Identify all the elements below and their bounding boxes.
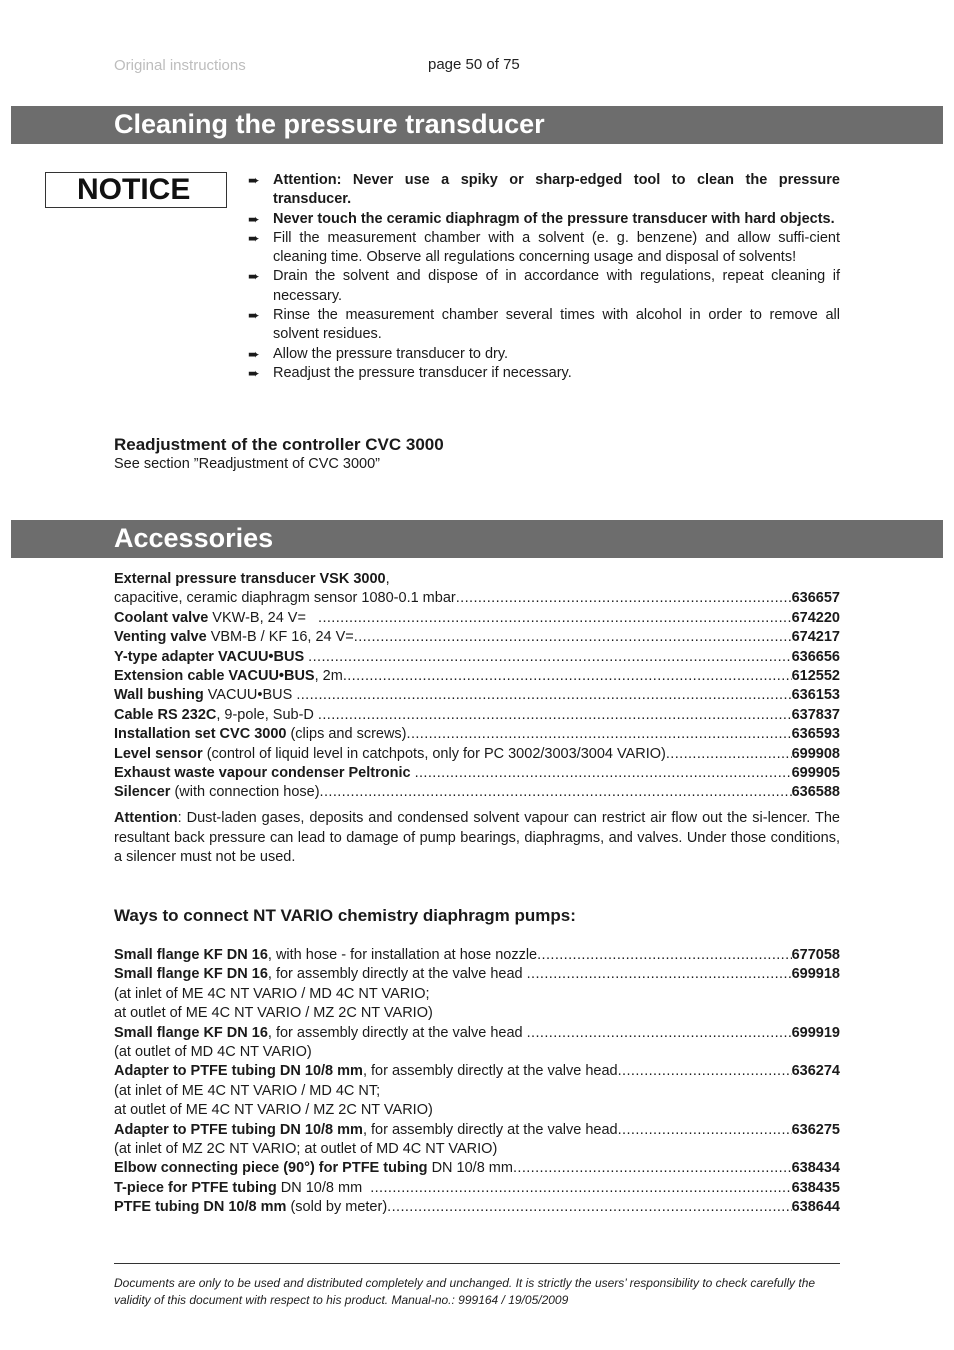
order-number: 699905 [791,764,840,781]
connection-note: (at outlet of MD 4C NT VARIO) [114,1043,312,1060]
accessory-name: Y-type adapter VACUU•BUS [114,648,305,665]
accessory-description [114,667,343,686]
connection-name: Small flange KF DN 16 [114,966,268,983]
order-number: 677058 [791,947,840,963]
notice-item-text: Never touch the ceramic diaphragm of the pressure transducer with hard objects. [273,210,835,227]
accessory-description [114,706,318,725]
accessory-name: Venting valve [114,629,207,646]
leader-dots [537,946,792,965]
connection-note: at outlet of ME 4C NT VARIO / MZ 2C NT VARIO) [114,1005,433,1022]
leader-dots [527,965,792,984]
order-number: 636593 [791,726,840,743]
accessory-detail: (clips and screws) [286,726,407,743]
order-number: 638435 [791,1179,840,1196]
leader-dots [618,1121,792,1140]
connection-detail: (sold by meter) [286,1199,388,1216]
leader-dots [370,1179,791,1198]
leader-dots [415,764,792,783]
accessory-row [114,725,840,744]
accessory-description [114,686,296,705]
order-number: 638644 [791,1199,840,1216]
notice-item-text: Allow the pressure transducer to dry. [273,345,509,362]
connection-row [114,1198,840,1217]
notice-item [248,171,840,210]
order-number: 674220 [791,609,840,626]
notice-item-text: Fill the measurement chamber with a solvent (e. g. benzene) and allow suffi-cient cleaning time. Observe all regulations concerning usage and disposal of solvents! [273,229,840,266]
connection-description [114,946,537,965]
order-number: 636656 [791,648,840,665]
accessory-row [114,706,840,725]
accessory-name: Level sensor [114,745,203,762]
section-title-accessories: Accessories [11,520,943,558]
connection-note: (at inlet of ME 4C NT VARIO / MD 4C NT; [114,1082,381,1099]
accessory-name: Extension cable VACUU•BUS [114,667,315,684]
arrow-right-icon: ➨ [248,345,260,362]
notice-item-text: Rinse the measurement chamber several times with alcohol in order to remove all solvent residues. [273,307,840,343]
order-number: 636274 [791,1063,840,1080]
accessory-row [114,686,840,705]
footer-divider [114,1263,840,1264]
section-title-cleaning: Cleaning the pressure transducer [11,106,943,144]
leader-dots [387,1198,791,1217]
arrow-right-icon: ➨ [248,229,260,246]
connection-description [114,1198,387,1217]
connection-detail: , for assembly directly at the valve head [267,1024,527,1041]
order-number: 636275 [791,1121,840,1138]
connection-row [114,946,840,965]
notice-item [248,210,840,229]
leader-dots [318,609,792,628]
connection-row [114,965,840,984]
accessory-name: Wall bushing [114,687,204,704]
leader-dots [456,589,792,608]
order-number: 699908 [791,745,840,762]
notice-item-text: Readjust the pressure transducer if necessary. [273,364,572,381]
connection-row [114,1062,840,1081]
accessory-row [114,667,840,686]
accessory-detail: VBM-B / KF 16, 24 V= [206,629,354,646]
connection-detail: , with hose - for installation at hose nozzle [267,947,538,963]
notice-item [248,345,840,364]
arrow-right-icon: ➨ [248,172,260,188]
accessory-description [114,745,666,764]
accessory-description [114,648,308,667]
accessory-row [114,628,840,647]
connection-description [114,1179,370,1198]
page-number: page 50 of 75 [428,56,520,73]
leader-dots [354,628,792,647]
notice-item-text: Attention: Never use a spiky or sharp-edged tool to clean the pressure transducer. [273,172,840,208]
accessory-description [114,783,320,802]
connection-note: at outlet of ME 4C NT VARIO / MZ 2C NT VARIO) [114,1102,433,1119]
leader-dots [318,706,792,725]
notice-item [248,364,840,383]
leader-dots [320,783,792,802]
connection-name: Adapter to PTFE tubing DN 10/8 mm [114,1063,363,1080]
order-number: 699919 [791,1024,840,1041]
accessory-description [114,609,318,628]
connection-detail: , for assembly directly at the valve head [267,966,527,983]
arrow-right-icon: ➨ [248,210,260,227]
footer-disclaimer: Documents are only to be used and distributed completely and unchanged. It is strictly the users’ responsibility to check carefully the validity of this document with respect to his product. Manual-no.: 999164 / 19/05/2009 [114,1276,816,1307]
connection-name: Small flange KF DN 16 [114,947,268,963]
connection-description [114,1159,513,1178]
connection-row [114,1121,840,1140]
order-number: 699918 [791,966,840,983]
attention-text: : Dust-laden gases, deposits and condensed solvent vapour can restrict air flow out the si-lencer. The resultant back pressure can lead to damage of pump bearings, diaphragms, and valves. Under those conditions, a silencer must not be used. [114,810,840,866]
order-number: 638434 [791,1160,840,1177]
order-number: 636657 [791,590,840,607]
connection-list [114,946,840,1217]
attention-label: Attention [114,810,178,826]
connection-detail: DN 10/8 mm [276,1179,371,1196]
order-number: 612552 [791,667,840,684]
accessory-row [114,745,840,764]
connection-row [114,1179,840,1198]
accessories-list [114,570,840,803]
order-number: 636588 [791,784,840,801]
accessory-description [114,764,415,783]
accessory-name: Silencer [114,784,171,801]
accessory-detail: (with connection hose) [170,784,320,801]
accessory-row-vsk [114,589,840,608]
leader-dots [407,725,792,744]
leader-dots [618,1062,792,1081]
vsk-suffix: , [385,571,390,587]
accessory-row [114,764,840,783]
accessory-name: Cable RS 232C [114,706,217,723]
attention-paragraph [114,809,840,868]
accessory-detail: , 9-pole, Sub-D [216,706,318,723]
arrow-right-icon: ➨ [248,307,260,324]
connection-name: PTFE tubing DN 10/8 mm [114,1199,287,1216]
connection-description [114,1121,618,1140]
readjust-text: See section ”Readjustment of CVC 3000” [114,456,380,472]
ways-heading: Ways to connect NT VARIO chemistry diaphragm pumps: [114,906,576,925]
connection-detail: , for assembly directly at the valve head [362,1063,618,1080]
accessory-row [114,648,840,667]
accessory-detail: VACUU•BUS [203,687,297,704]
leader-dots [308,648,791,667]
connection-name: T-piece for PTFE tubing [114,1179,277,1196]
order-number: 637837 [791,706,840,723]
notice-list [248,171,840,383]
connection-name: Elbow connecting piece (90°) for PTFE tubing [114,1160,428,1177]
order-number: 674217 [791,629,840,646]
connection-description [114,965,527,984]
header-doc-type: Original instructions [114,57,246,74]
vsk-name: External pressure transducer VSK 3000 [114,571,386,587]
arrow-right-icon: ➨ [248,364,260,381]
accessory-detail: (control of liquid level in catchpots, only for PC 3002/3003/3004 VARIO) [202,745,666,762]
accessory-detail: , 2m [314,667,343,684]
leader-dots [666,745,792,764]
connection-detail: , for assembly directly at the valve head [362,1121,618,1138]
connection-description [114,1062,618,1081]
accessory-name: Exhaust waste vapour condenser Peltronic [114,764,411,781]
connection-note: (at inlet of ME 4C NT VARIO / MD 4C NT VARIO; [114,985,430,1002]
notice-item [248,267,840,306]
accessory-name: Coolant valve [114,609,209,626]
notice-item [248,229,840,268]
connection-note: (at inlet of MZ 2C NT VARIO; at outlet of MD 4C NT VARIO) [114,1140,498,1157]
arrow-right-icon: ➨ [248,268,260,285]
accessory-description [114,628,354,647]
connection-description [114,1024,527,1043]
vsk-description: capacitive, ceramic diaphragm sensor 1080-0.1 mbar [114,590,456,607]
connection-row [114,1159,840,1178]
accessory-row [114,609,840,628]
leader-dots [343,667,792,686]
accessory-detail: VKW-B, 24 V= [208,609,319,626]
accessory-description [114,725,407,744]
leader-dots [513,1159,792,1178]
notice-item-text: Drain the solvent and dispose of in accordance with regulations, repeat cleaning if necessary. [273,268,840,304]
notice-item [248,306,840,345]
notice-label: NOTICE [45,172,227,208]
leader-dots [296,686,791,705]
connection-name: Small flange KF DN 16 [114,1024,268,1041]
accessory-name: Installation set CVC 3000 [114,726,287,743]
vsk-line-1 [114,570,840,589]
order-number: 636153 [791,687,840,704]
readjust-heading: Readjustment of the controller CVC 3000 [114,435,444,454]
connection-name: Adapter to PTFE tubing DN 10/8 mm [114,1121,363,1138]
connection-row [114,1024,840,1043]
leader-dots [527,1024,792,1043]
accessory-row [114,783,840,802]
connection-detail: DN 10/8 mm [427,1160,513,1177]
